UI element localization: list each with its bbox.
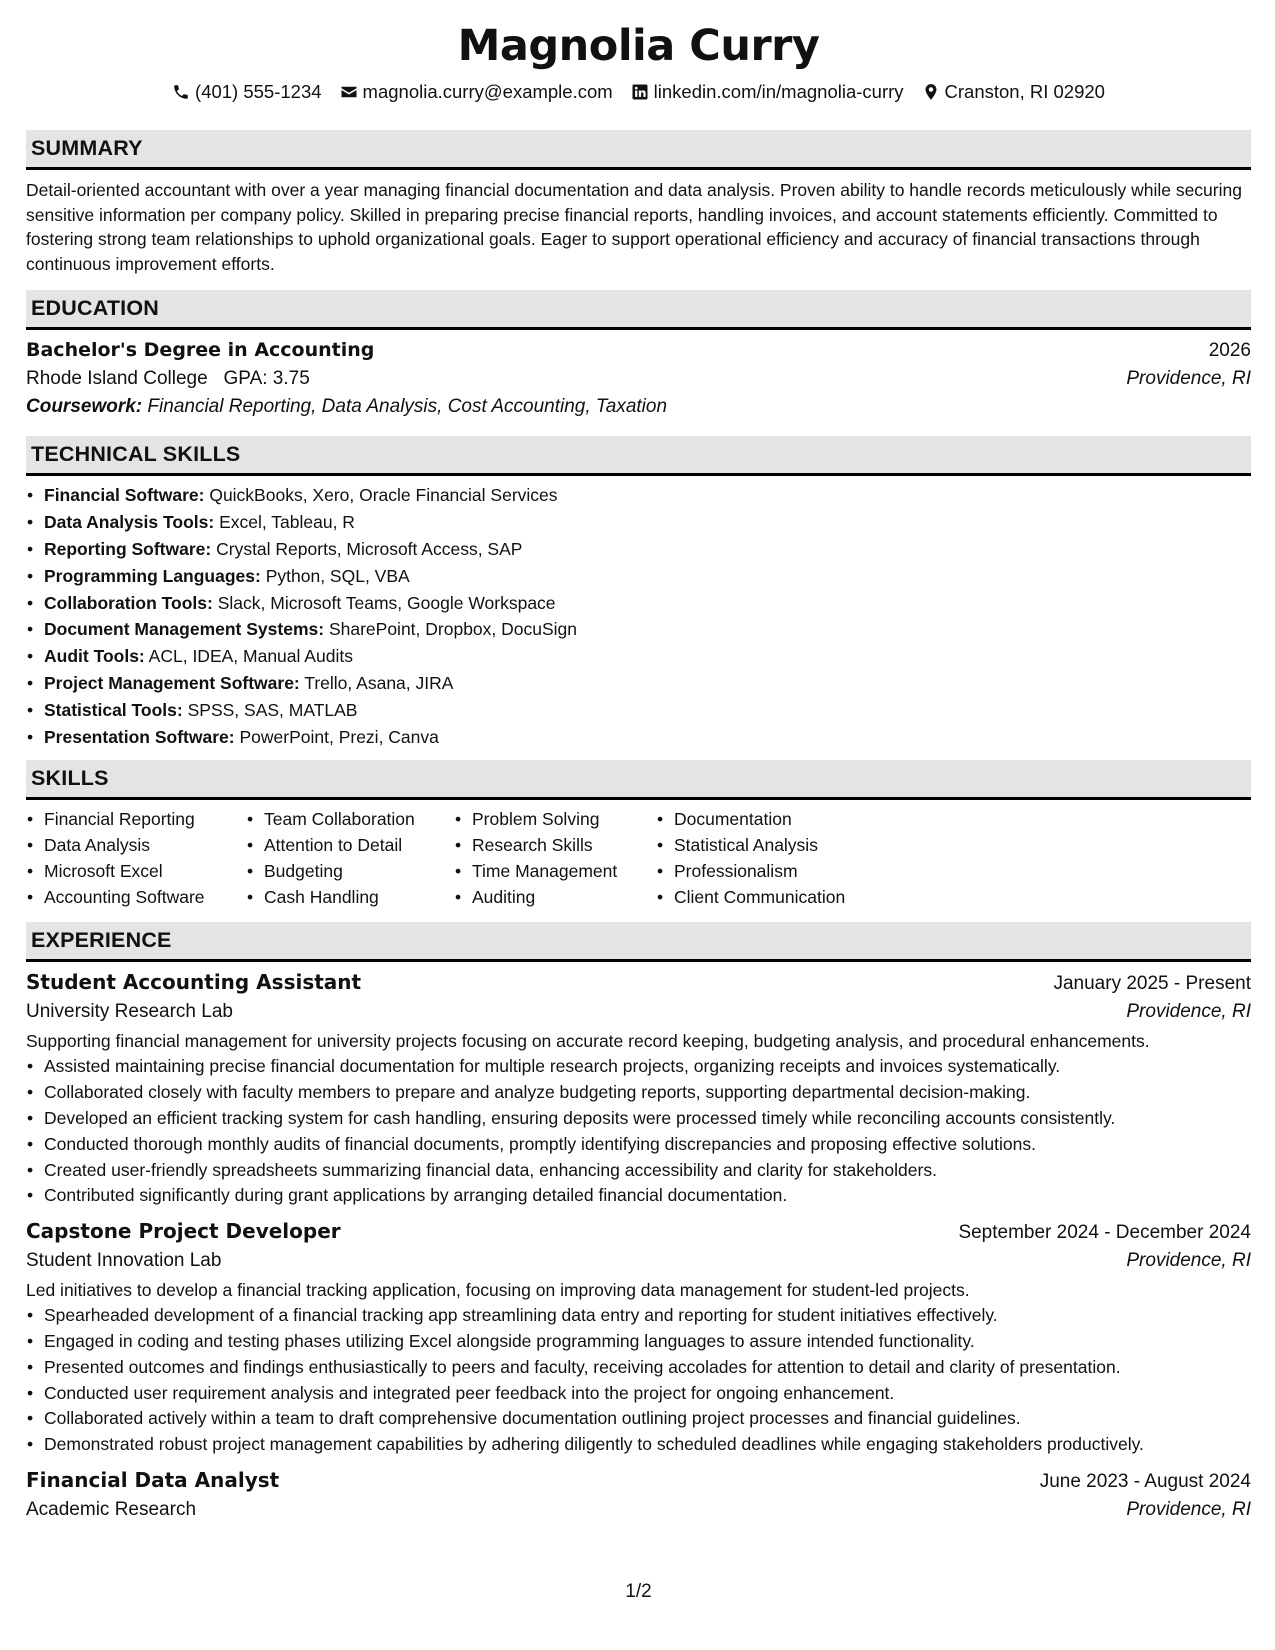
linkedin-icon [631,83,649,101]
linkedin-text[interactable]: linkedin.com/in/magnolia-curry [653,81,904,102]
skills-grid [26,806,1251,910]
page-number: 1/2 [625,1581,652,1602]
school-location: Providence, RI [1126,368,1251,390]
technical-skills-heading: TECHNICAL SKILLS [26,436,1251,476]
school-line [26,368,310,390]
skills-column-1 [26,806,224,910]
experience-heading: EXPERIENCE [26,922,1251,962]
skills-column-4 [656,806,886,910]
contact-linkedin[interactable] [631,81,904,103]
list-item: • Research Skills [454,832,634,858]
contact-phone [172,81,322,103]
list-item: • Created user-friendly spreadsheets summarizing financial data, enhancing accessibility and clarity for stakeholders. [26,1158,1251,1184]
list-item: • Microsoft Excel [26,858,224,884]
list-item: • Conducted user requirement analysis and integrated peer feedback into the project for ongoing enhancement. [26,1381,1251,1407]
summary-text: Detail-oriented accountant with over a year managing financial documentation and data analysis. Proven ability to handle records meticulously while securing sensitive information per company policy. Skilled in preparing precise financial reports, handling invoices, and account statements efficiently. Committed to fostering strong team relationships to uphold organizational goals. Eager to support operational efficiency and accuracy of financial transactions through continuous improvement efforts. [26,180,1242,274]
list-item [26,563,1251,590]
tech-skill-label: Data Analysis Tools: [44,512,215,533]
tech-skill-label: Financial Software: [44,485,205,506]
tech-skill-value: Excel, Tableau, R [219,512,355,533]
job-description: Supporting financial management for university projects focusing on accurate record keeping, budgeting analysis, and procedural enhancements. [26,1031,1150,1052]
job-title: Capstone Project Developer [26,1219,341,1244]
tech-skill-value: SharePoint, Dropbox, DocuSign [328,619,578,640]
list-item: • Accounting Software [26,884,224,910]
tech-skill-value: Python, SQL, VBA [265,565,410,586]
contact-location [922,81,1105,103]
skills-heading: SKILLS [26,760,1251,800]
list-item [26,724,1251,751]
list-item: • Financial Reporting [26,806,224,832]
list-item: • Data Analysis [26,832,224,858]
list-item: • Documentation [656,806,886,832]
list-item: • Assisted maintaining precise financial documentation for multiple research projects, organizing receipts and invoices systematically. [26,1054,1251,1080]
job-title: Financial Data Analyst [26,1467,280,1492]
list-item: • Conducted thorough monthly audits of financial documents, promptly identifying discrepancies and proposing effective solutions. [26,1132,1251,1158]
list-item: • Team Collaboration [246,806,432,832]
tech-skill-label: Presentation Software: [44,726,235,747]
coursework-list: Financial Reporting, Data Analysis, Cost Accounting, Taxation [147,396,668,418]
list-item: • Collaborated closely with faculty members to prepare and analyze budgeting reports, supporting departmental decision-making. [26,1080,1251,1106]
job-header [26,970,1251,995]
tech-skill-value: SPSS, SAS, MATLAB [187,699,358,720]
list-item: • Collaborated actively within a team to draft comprehensive documentation outlining project processes and financial guidelines. [26,1406,1251,1432]
map-pin-icon [922,83,940,101]
list-item: • Developed an efficient tracking system for cash handling, ensuring deposits were processed timely while reconciling accounts consistently. [26,1106,1251,1132]
job-subheader [26,1001,1251,1023]
email-text[interactable]: magnolia.curry@example.com [362,81,613,102]
education-row-1 [26,339,1251,362]
education-row-2 [26,368,1251,390]
job-dates: January 2025 - Present [1053,973,1251,995]
job-dates: June 2023 - August 2024 [1039,1470,1251,1492]
job-subheader [26,1250,1251,1272]
job-description: Led initiatives to develop a financial tracking application, focusing on improving data management for student-led projects. [26,1280,970,1301]
job-location: Providence, RI [1126,1498,1251,1520]
contact-bar [26,78,1251,106]
contact-email[interactable] [340,81,613,103]
candidate-name: Magnolia Curry [457,21,820,71]
school-name: Rhode Island College [26,368,208,390]
degree-title: Bachelor's Degree in Accounting [26,339,375,362]
list-item: • Problem Solving [454,806,634,832]
list-item: • Presented outcomes and findings enthusiastically to peers and faculty, receiving accolades for attention to detail and clarity of presentation. [26,1355,1251,1381]
tech-skill-label: Programming Languages: [44,565,261,586]
tech-skill-label: Reporting Software: [44,538,212,559]
list-item: • Client Communication [656,884,886,910]
list-item [26,509,1251,536]
phone-text: (401) 555-1234 [195,81,322,102]
list-item: • Attention to Detail [246,832,432,858]
list-item: • Demonstrated robust project management capabilities by adhering diligently to scheduled deadlines while engaging stakeholders productively. [26,1432,1251,1458]
tech-skill-value: ACL, IDEA, Manual Audits [148,646,353,667]
job-organization: University Research Lab [26,1001,233,1023]
list-item: • Contributed significantly during grant applications by arranging detailed financial documentation. [26,1183,1251,1209]
tech-skill-value: Trello, Asana, JIRA [304,672,454,693]
list-item: • Professionalism [656,858,886,884]
tech-skill-value: Crystal Reports, Microsoft Access, SAP [216,538,523,559]
tech-skill-label: Document Management Systems: [44,619,325,640]
list-item [26,643,1251,670]
list-item [26,670,1251,697]
list-item: • Cash Handling [246,884,432,910]
list-item: • Statistical Analysis [656,832,886,858]
skills-column-2 [246,806,432,910]
gpa: GPA: 3.75 [223,368,310,390]
education-heading: EDUCATION [26,290,1251,330]
tech-skill-label: Project Management Software: [44,672,300,693]
tech-skill-value: PowerPoint, Prezi, Canva [239,726,439,747]
job-header [26,1468,1251,1493]
job-subheader [26,1499,1251,1521]
job-location: Providence, RI [1126,1250,1251,1272]
list-item: • Budgeting [246,858,432,884]
envelope-icon [340,83,358,101]
list-item [26,590,1251,617]
skills-column-3 [454,806,634,910]
phone-icon [172,83,190,101]
coursework-label: Coursework: [26,396,143,418]
job-header [26,1219,1251,1244]
job-title: Student Accounting Assistant [26,970,362,995]
job-bullets [26,1303,1251,1458]
job-organization: Student Innovation Lab [26,1250,222,1272]
tech-skill-label: Audit Tools: [44,646,145,667]
job-organization: Academic Research [26,1498,197,1520]
list-item: • Spearheaded development of a financial tracking app streamlining data entry and reporting for student initiatives effectively. [26,1303,1251,1329]
graduation-year: 2026 [1208,340,1251,362]
list-item [26,482,1251,509]
resume-page [26,18,1251,1602]
job-dates: September 2024 - December 2024 [958,1222,1251,1244]
job-location: Providence, RI [1126,1001,1251,1023]
tech-skill-value: QuickBooks, Xero, Oracle Financial Services [209,485,558,506]
list-item: • Auditing [454,884,634,910]
tech-skill-label: Collaboration Tools: [44,592,213,613]
tech-skill-value: Slack, Microsoft Teams, Google Workspace [217,592,556,613]
list-item: • Time Management [454,858,634,884]
list-item: • Engaged in coding and testing phases utilizing Excel alongside programming languages to assure intended functionality. [26,1329,1251,1355]
summary-heading: SUMMARY [26,130,1251,170]
list-item [26,697,1251,724]
location-text: Cranston, RI 02920 [944,81,1105,102]
coursework-line [26,396,1251,418]
tech-skill-label: Statistical Tools: [44,699,183,720]
list-item [26,616,1251,643]
technical-skills-list [26,482,1251,750]
list-item [26,536,1251,563]
job-bullets [26,1054,1251,1209]
